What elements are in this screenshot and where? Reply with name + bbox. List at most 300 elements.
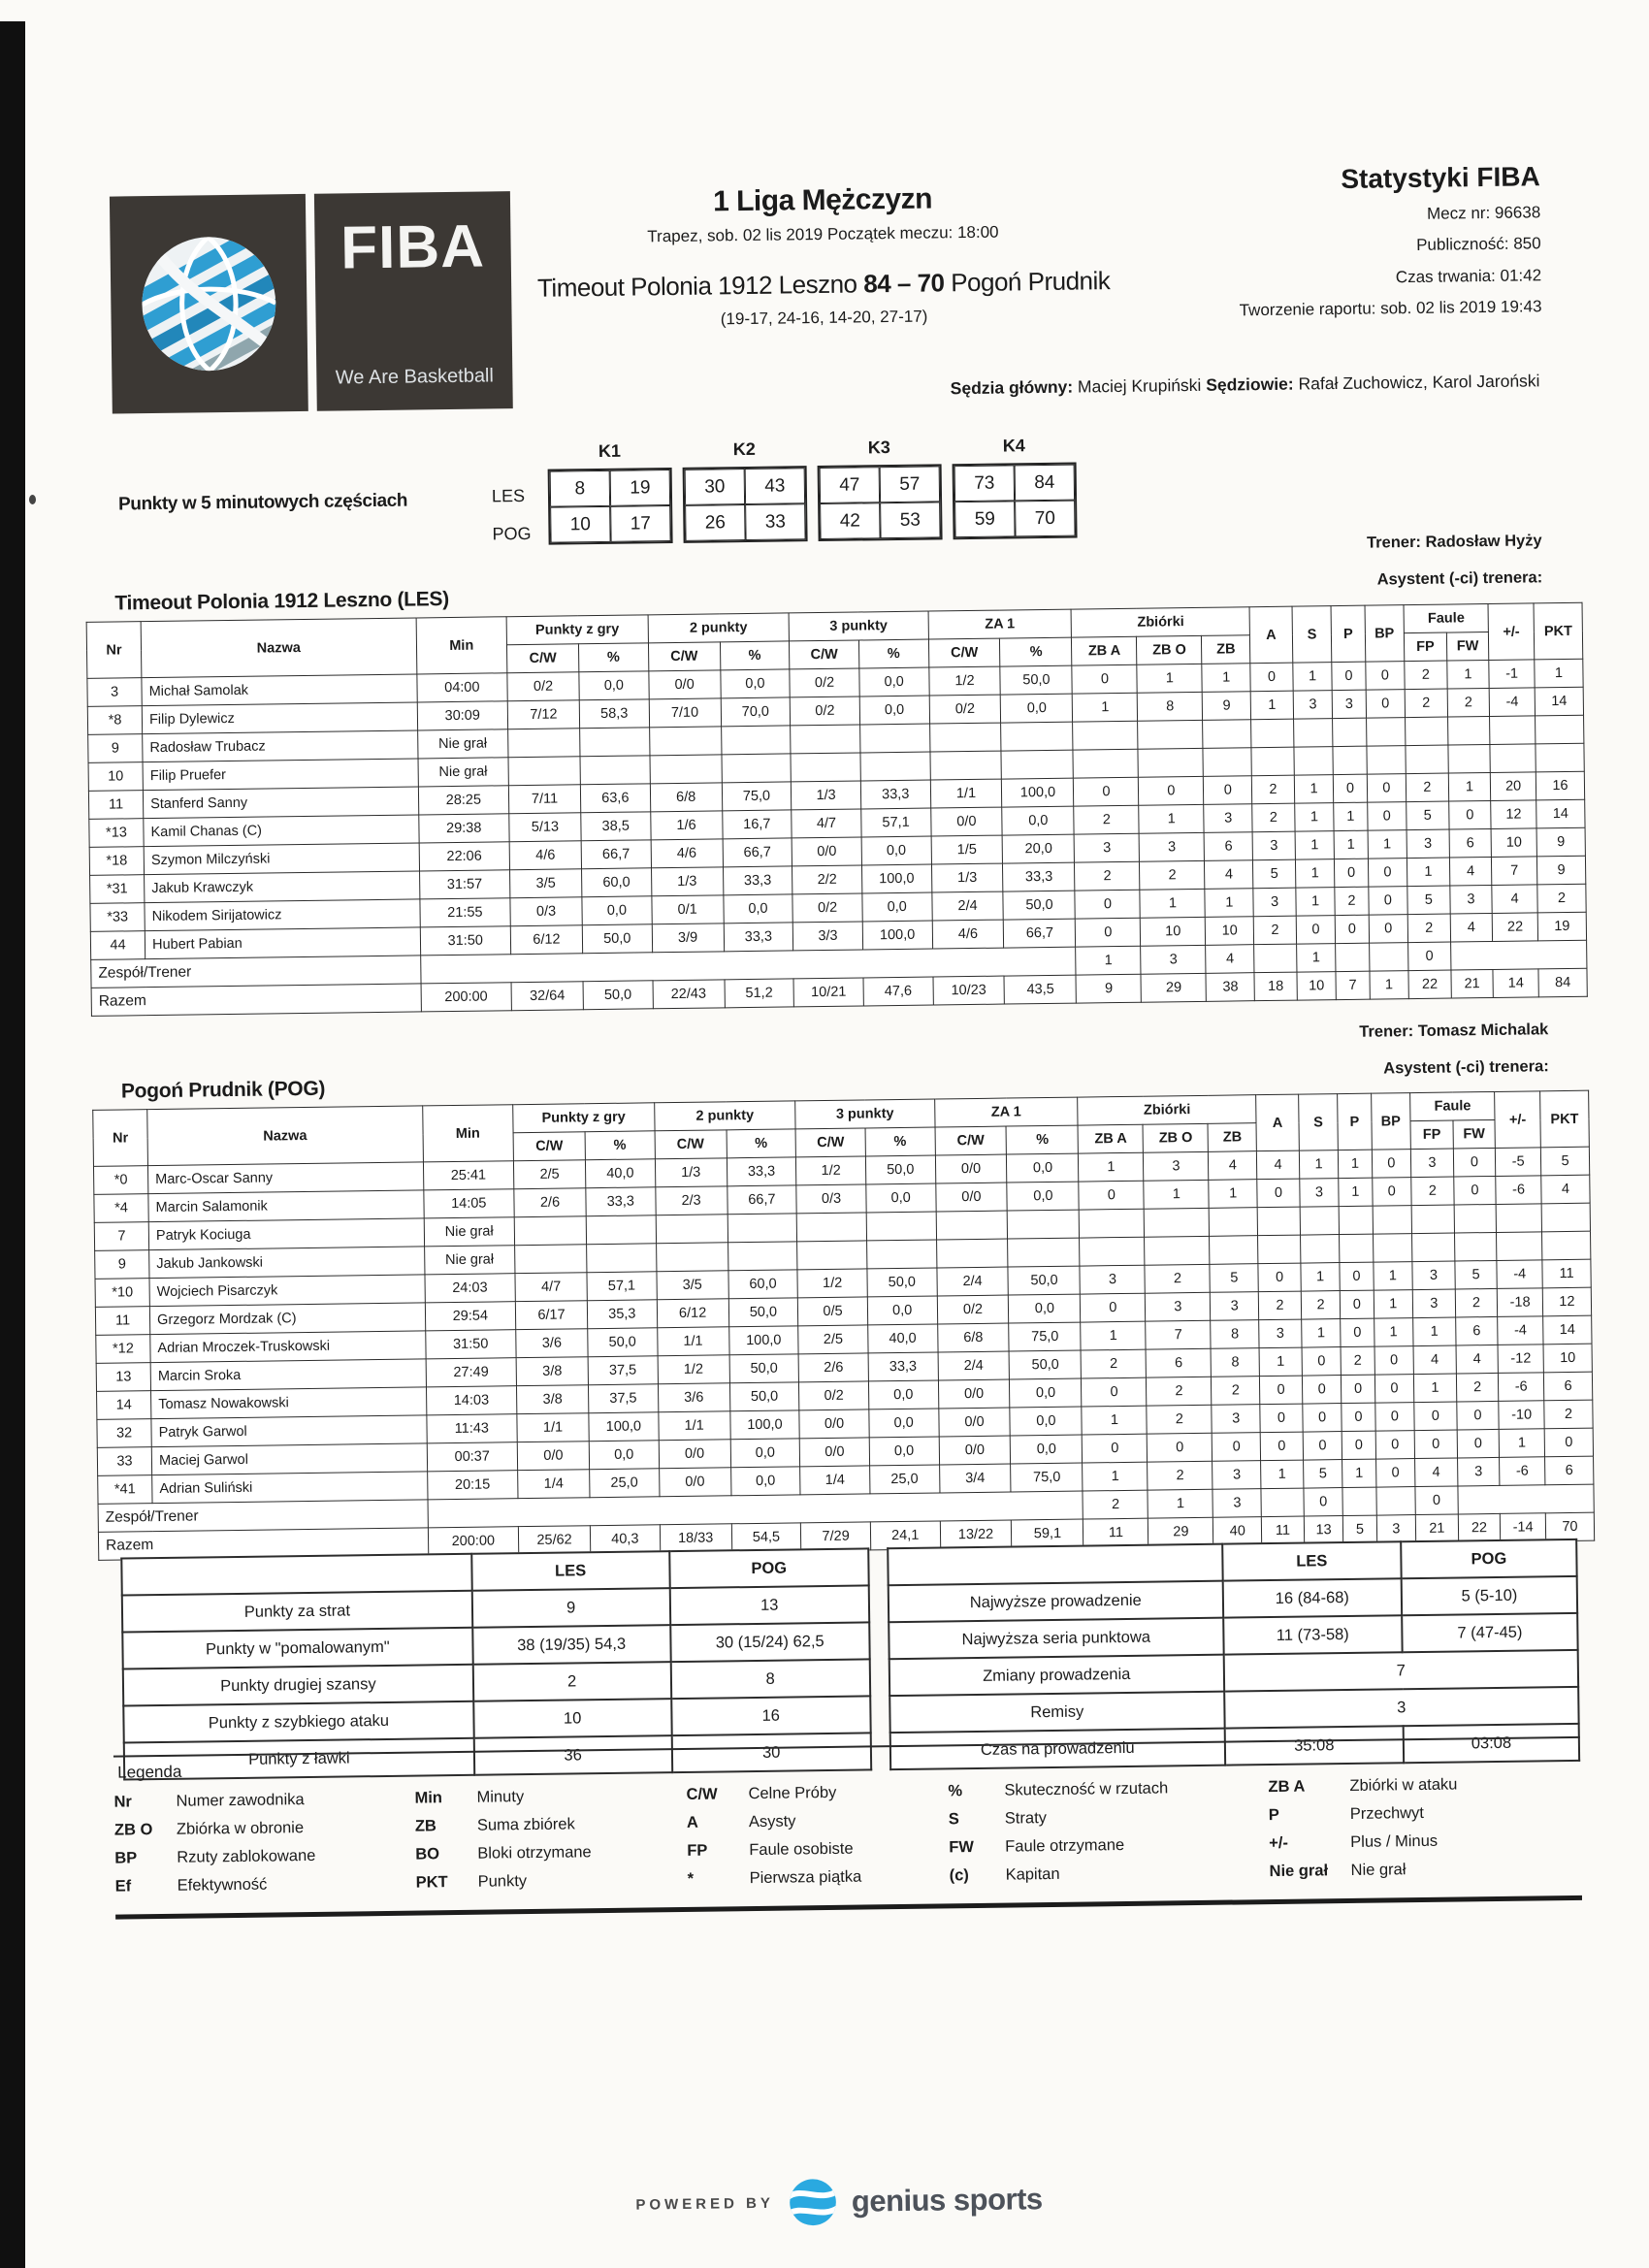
stat-cell: 1 [1334,802,1368,830]
column-header: C/W [795,1128,865,1157]
stat-cell: 50,0 [729,1382,799,1411]
team-row-label: Zespół/Trener [91,956,421,988]
stat-cell: 2/3 [655,1186,727,1215]
player-name: Jakub Jankowski [149,1247,425,1279]
column-group-header: ZA 1 [928,609,1072,639]
stat-cell: 33,3 [868,1352,938,1381]
legend-item [1269,1854,1560,1886]
column-header: ZB A [1078,1124,1143,1153]
stat-cell [1373,1234,1412,1263]
stat-cell [1490,716,1536,745]
legend-desc: Straty [1004,1808,1048,1828]
stat-cell [1210,1236,1258,1265]
stat-cell: 1 [1448,772,1491,801]
stat-cell: 2/6 [798,1353,868,1382]
stat-cell: 4 [1413,1345,1456,1375]
stat-cell: 6/8 [937,1323,1009,1352]
legend-item [687,1833,949,1864]
stat-cell: 20,0 [1003,834,1075,863]
stat-cell: 1 [1294,775,1334,804]
summary-pog-value: 5 (5-10) [1402,1576,1577,1615]
stat-cell: 66,7 [727,1185,796,1215]
stat-cell: 3/3 [792,922,862,951]
stat-cell: 0,0 [589,1441,659,1470]
legend-abbr: FP [687,1841,708,1860]
stat-cell: 27:49 [426,1358,517,1387]
stat-cell: 9 [1203,692,1251,721]
stat-cell: 22 [1492,913,1537,942]
summary-label: Remisy [889,1692,1224,1733]
totals-label: Razem [91,984,421,1016]
stat-cell: 0 [1414,1430,1457,1459]
total-stat-cell: 59,1 [1012,1519,1083,1548]
team1-stats-table [86,602,1588,1017]
column-header: Min [422,1105,513,1162]
stat-cell: -4 [1497,1260,1542,1289]
stat-cell: 0,0 [730,1467,800,1496]
stat-cell: 1 [1295,859,1335,889]
stat-cell: 2 [1145,1264,1210,1293]
quarter-label: K3 [867,437,890,458]
stat-cell: 1 [1413,1374,1456,1403]
stat-cell [791,753,860,782]
stat-cell: 0 [1302,1376,1342,1405]
stat-cell: 38,5 [581,812,651,841]
player-name: Adrian Suliński [152,1472,428,1504]
stat-cell: 2 [1259,1291,1302,1320]
stat-cell: 0/2 [790,697,859,726]
column-header: FP [1410,1120,1453,1150]
stat-cell: 4/6 [932,920,1004,949]
legend-abbr: * [687,1869,695,1888]
stat-cell: 7/10 [649,698,721,728]
summary-les-value: 2 [473,1662,671,1701]
summary-label: Punkty w "pomalowanym" [122,1628,472,1669]
stat-cell [587,1244,657,1273]
stat-cell: 29:54 [425,1302,516,1331]
legend-abbr: PKT [415,1872,448,1892]
stat-cell: 75,0 [722,782,792,811]
player-name: Patryk Kociuga [148,1218,424,1250]
summary-team-header: LES [1222,1541,1402,1580]
total-stat-cell: 24,1 [870,1521,940,1550]
stat-cell: 1 [1334,830,1368,859]
stat-cell: 1 [1148,1489,1212,1518]
final-score: 84 – 70 [863,268,945,299]
stat-cell: 3 [1293,691,1333,720]
quarter-score-cell: 53 [880,502,940,538]
stat-cell: 0 [1082,1377,1147,1407]
legend-abbr: +/- [1269,1833,1289,1852]
stat-cell: 1/1 [930,779,1002,808]
quarter-score-cell: 84 [1015,465,1075,502]
column-header: % [585,1131,655,1160]
stat-cell: 9 [1536,827,1585,857]
stat-cell: 0 [1341,1290,1374,1318]
stat-cell: 0,0 [1010,1407,1082,1436]
column-header: Nazwa [147,1106,423,1166]
summary-les-value: 16 (84-68) [1222,1578,1402,1617]
stat-cell: 0 [1367,774,1406,803]
legend-abbr: FW [949,1837,975,1857]
stat-cell: 1 [1073,693,1138,722]
legend-abbr: ZB A [1268,1777,1306,1797]
stat-cell: 0 [1453,1176,1496,1205]
duration: Czas trwania: 01:42 [1395,265,1542,286]
home-team-name: Timeout Polonia 1912 Leszno [536,269,864,303]
stat-cell: 0 [1368,859,1407,888]
total-stat-cell: 22 [1458,1513,1501,1542]
quarter-label: K1 [598,440,622,461]
stat-cell: 0 [1304,1488,1343,1517]
summary-pog-value: 7 (47-45) [1402,1613,1577,1652]
stat-cell: 0/0 [659,1440,730,1469]
stat-cell: 100,0 [1002,778,1074,807]
total-stat-cell: 29 [1141,973,1206,1002]
column-header: C/W [935,1126,1007,1155]
column-header: C/W [506,644,578,673]
stat-cell: 0 [1260,1376,1303,1405]
column-header: PKT [1534,602,1583,660]
stat-cell [1138,720,1203,749]
stat-cell: 0,0 [723,894,792,923]
stat-cell: 3 [1412,1289,1455,1318]
stat-cell: 3 [1406,829,1449,859]
legend-item [1269,1798,1560,1830]
stat-cell: 0 [1083,1434,1148,1463]
summary-les-value: 10 [473,1699,671,1738]
stat-cell: 0 [1375,1459,1415,1488]
legend-desc: Faule otrzymane [1005,1835,1125,1856]
stat-cell: 0,0 [868,1380,938,1409]
summary-corner [121,1554,471,1596]
summary-label: Punkty za strat [122,1591,472,1633]
team1-assistant: Asystent (-ci) trenera: [1376,568,1543,589]
stat-cell [1203,720,1251,749]
quarter-block [817,437,942,541]
summary-label: Punkty z szybkiego ataku [123,1701,473,1743]
column-header: % [865,1127,935,1156]
stat-cell: 25,0 [869,1465,939,1494]
stat-cell [1333,718,1367,746]
stat-cell: 5 [1407,886,1450,915]
stat-cell: 1 [1374,1290,1413,1319]
stat-cell: 0 [1204,776,1252,805]
legend-grid [113,1769,1581,1900]
legend-desc: Rzuty zablokowane [177,1846,316,1866]
stat-cell: 22:06 [419,842,510,871]
quarter-score-cell: 70 [1015,501,1075,537]
stat-cell: -4 [1489,688,1535,717]
column-header: Nr [86,622,142,679]
stat-cell: 3 [1140,832,1205,861]
stat-cell: 1 [1413,1317,1456,1346]
player-name: Adrian Mroczek-Truskowski [150,1331,426,1363]
stat-cell: 0 [1544,1428,1593,1457]
stat-cell [1366,718,1406,747]
stat-cell: 33,3 [727,1157,796,1186]
stat-cell [936,1239,1008,1268]
stat-cell: 6 [1204,832,1252,861]
stat-cell: 70,0 [721,697,791,727]
stat-cell: 21:55 [419,898,510,927]
league-title: 1 Liga Mężczyzn [712,182,933,218]
stat-cell: 1/3 [651,867,723,896]
stat-cell: 00:37 [427,1442,518,1472]
player-name: Kamil Chanas (C) [144,815,419,847]
stat-cell: 0 [1342,1431,1375,1459]
leads-summary-table [887,1539,1580,1770]
total-stat-cell: 50,0 [583,981,653,1010]
stat-cell: 10 [1491,828,1536,858]
legend-item [686,1777,948,1808]
player-number: *33 [90,903,145,932]
stat-cell: 33,3 [586,1187,656,1216]
stat-cell: 8 [1211,1320,1259,1349]
stat-cell: 14 [1536,799,1585,828]
stat-cell: 0 [1414,1402,1457,1431]
stat-cell [1294,747,1334,776]
stat-cell [1458,1484,1595,1514]
stat-cell: 2 [1148,1461,1212,1490]
stat-cell: 0 [1079,1181,1144,1210]
stat-cell [1342,1487,1376,1515]
legend-item [949,1830,1269,1862]
legend-desc: Skuteczność w rzutach [1004,1779,1169,1799]
stat-cell: 0 [1408,942,1451,971]
stat-cell [1138,748,1203,777]
stat-cell [1373,1206,1412,1235]
legend-item [113,1785,414,1817]
stat-cell [1541,1203,1590,1232]
stat-cell: Nie grał [424,1246,515,1275]
stat-cell: 0/0 [792,837,861,866]
stat-cell: -4 [1498,1316,1543,1345]
stat-cell: 0,0 [579,671,649,700]
stat-cell: 40,0 [868,1324,938,1353]
stat-cell: 0 [1375,1431,1415,1460]
stat-cell: 0 [1081,1293,1146,1322]
stat-cell: 5/13 [509,813,581,842]
legend-desc: Kapitan [1005,1864,1060,1884]
summary-shared-value: 3 [1224,1687,1579,1729]
quarter-blocks [547,435,1087,544]
stat-cell: 2 [1341,1346,1374,1375]
quarter-score-cell: 47 [820,467,880,503]
player-name: Patryk Garwol [151,1415,427,1447]
player-name: Maciej Garwol [151,1443,427,1475]
stat-cell: -6 [1496,1176,1541,1205]
team1-title: Timeout Polonia 1912 Leszno (LES) [114,588,449,615]
stat-cell: 2 [1405,689,1447,718]
legend-title: Legenda [117,1762,182,1782]
summary-label: Punkty drugiej szansy [123,1665,473,1706]
legend-item [1269,1826,1560,1858]
player-number: *13 [89,819,144,848]
stat-cell: 0 [1341,1318,1374,1346]
stat-cell: 1 [1202,664,1250,693]
stat-cell [1369,943,1408,972]
quarter-block [952,436,1077,540]
stat-cell: 2 [1455,1288,1498,1317]
team2-stats-table [92,1090,1595,1561]
column-header: ZB O [1137,635,1202,664]
stat-cell: 2 [1301,1291,1341,1320]
stat-cell: 3 [1141,945,1206,974]
stat-cell: 0,0 [859,667,929,697]
stat-cell: 04:00 [416,673,507,702]
stat-cell: 3 [1212,1461,1261,1490]
stat-cell: 0,0 [869,1437,939,1466]
stat-cell: 0/0 [935,1183,1007,1212]
stat-cell: 0 [1334,774,1368,802]
summary-corner [888,1544,1222,1586]
stat-cell: 4 [1492,885,1537,914]
stat-cell [1203,748,1251,777]
quarter-label: K4 [1002,436,1025,456]
stat-cell: 14:05 [423,1189,514,1218]
stat-cell: 28:25 [418,786,509,815]
total-stat-cell: 13/22 [940,1520,1012,1549]
main-referee: Maciej Krupiński [1072,374,1207,397]
stat-cell [1300,1235,1340,1264]
quarter-score-cell: 42 [820,502,880,539]
stat-cell: 0 [1374,1403,1414,1432]
stat-cell: 0,0 [1007,1182,1079,1211]
stat-cell: 0/0 [517,1442,589,1471]
stat-cell [1254,944,1297,973]
stat-cell: -5 [1496,1148,1541,1177]
player-number: 44 [90,931,145,960]
stat-cell: 0 [1368,887,1407,916]
stat-cell: -6 [1500,1457,1545,1486]
column-group-header: ZA 1 [934,1097,1078,1127]
stat-cell [1412,1233,1455,1262]
stat-cell: 1/2 [658,1355,729,1384]
total-stat-cell: 32/64 [511,982,583,1011]
total-stat-cell: 51,2 [725,979,794,1008]
stat-cell [649,727,721,756]
stat-cell: 75,0 [1009,1322,1081,1351]
summary-pog-value: 8 [670,1659,870,1699]
stat-cell: 50,0 [1008,1266,1080,1295]
stat-cell: 2 [1447,688,1490,717]
legend-abbr: Min [414,1789,443,1807]
stat-cell: 9 [1536,856,1585,885]
legend-item [948,1773,1268,1805]
total-stat-cell: 7 [1336,971,1370,999]
player-name: Jakub Krawczyk [145,871,420,903]
stat-cell: 66,7 [723,838,792,867]
stat-cell [586,1215,656,1245]
stat-cell: 0 [1257,1179,1300,1208]
legend-abbr: P [1268,1805,1279,1824]
stat-cell: 66,7 [1004,919,1076,948]
stat-cell: 7 [1146,1320,1211,1349]
stat-cell [1001,722,1073,751]
stat-cell [1376,1487,1416,1516]
stat-cell: 2 [1075,861,1140,891]
stat-cell: 1 [1082,1406,1147,1435]
column-header: Nr [93,1110,148,1167]
stat-cell: 1 [1144,1180,1209,1209]
quarter-score-cell: 10 [550,506,610,543]
quarter-score-cell: 43 [745,468,805,504]
stat-cell: 0 [1250,663,1293,692]
stat-cell: 2/4 [938,1351,1010,1380]
legend-desc: Celne Próby [748,1783,837,1803]
stat-cell [1145,1208,1210,1237]
column-group-header: Punkty z gry [513,1103,655,1133]
stat-cell: 3 [1212,1489,1261,1518]
stat-cell: 0,0 [1002,806,1074,835]
quarter-scores-label: Punkty w 5 minutowych częściach [117,490,408,515]
column-header: ZB A [1072,636,1137,665]
column-header: A [1249,606,1292,664]
stat-cell [859,724,929,753]
stat-cell: 60,0 [581,868,651,897]
stat-cell: 0,0 [730,1439,800,1468]
stat-cell: 0,0 [1011,1435,1083,1464]
quarter-row [550,470,670,507]
legend-abbr: S [948,1810,960,1829]
quarter-score-cell: 57 [880,466,940,502]
total-stat-cell: 40 [1213,1517,1262,1546]
stat-cell: 0,0 [861,836,931,865]
total-stat-cell: 84 [1538,968,1587,997]
stat-cell: 3/5 [510,869,582,898]
player-number: *41 [98,1475,152,1505]
summary-pog-value: 30 [671,1733,871,1772]
total-stat-cell: 54,5 [731,1523,801,1552]
legend [113,1736,1582,1919]
total-stat-cell: 9 [1076,974,1141,1003]
stat-cell: 0 [1342,1375,1375,1403]
stat-cell: 50,0 [729,1354,799,1383]
stat-cell: 50,0 [1000,665,1072,695]
match-header [444,179,1203,333]
stat-cell: 1 [1339,1178,1373,1206]
stat-cell: 4/6 [651,839,723,868]
stat-cell: 0/2 [790,668,859,697]
quarter-team-label: POG [492,523,532,544]
stat-cell: 50,0 [1003,891,1075,920]
legend-item [415,1865,687,1897]
player-number: 33 [97,1447,151,1476]
stat-cell: 29:38 [418,814,509,843]
player-number: *12 [96,1335,150,1364]
legend-column [686,1777,949,1893]
stat-cell: 1/4 [800,1466,870,1495]
quarter-block [682,438,807,543]
main-referee-label: Sędzia główny: [950,376,1074,399]
column-header: ZB [1208,1123,1256,1152]
stat-cell: 2 [1456,1373,1499,1402]
stat-cell: 0,0 [720,669,790,698]
stat-cell: 16,7 [722,810,792,839]
player-name: Marcin Salamonik [148,1190,424,1222]
legend-desc: Zbiórki w ataku [1349,1775,1458,1795]
stat-cell: 0 [1260,1432,1303,1461]
quarter-score-cell: 17 [610,505,670,542]
stat-cell: 0 [1457,1429,1500,1458]
stat-cell: 3/4 [939,1464,1011,1493]
stat-cell: 0,0 [1001,694,1073,723]
stat-cell: 0/0 [659,1468,730,1497]
stat-cell: 0,0 [582,896,652,925]
stat-cell: 0,0 [859,696,929,725]
team1-section [85,573,1588,1017]
